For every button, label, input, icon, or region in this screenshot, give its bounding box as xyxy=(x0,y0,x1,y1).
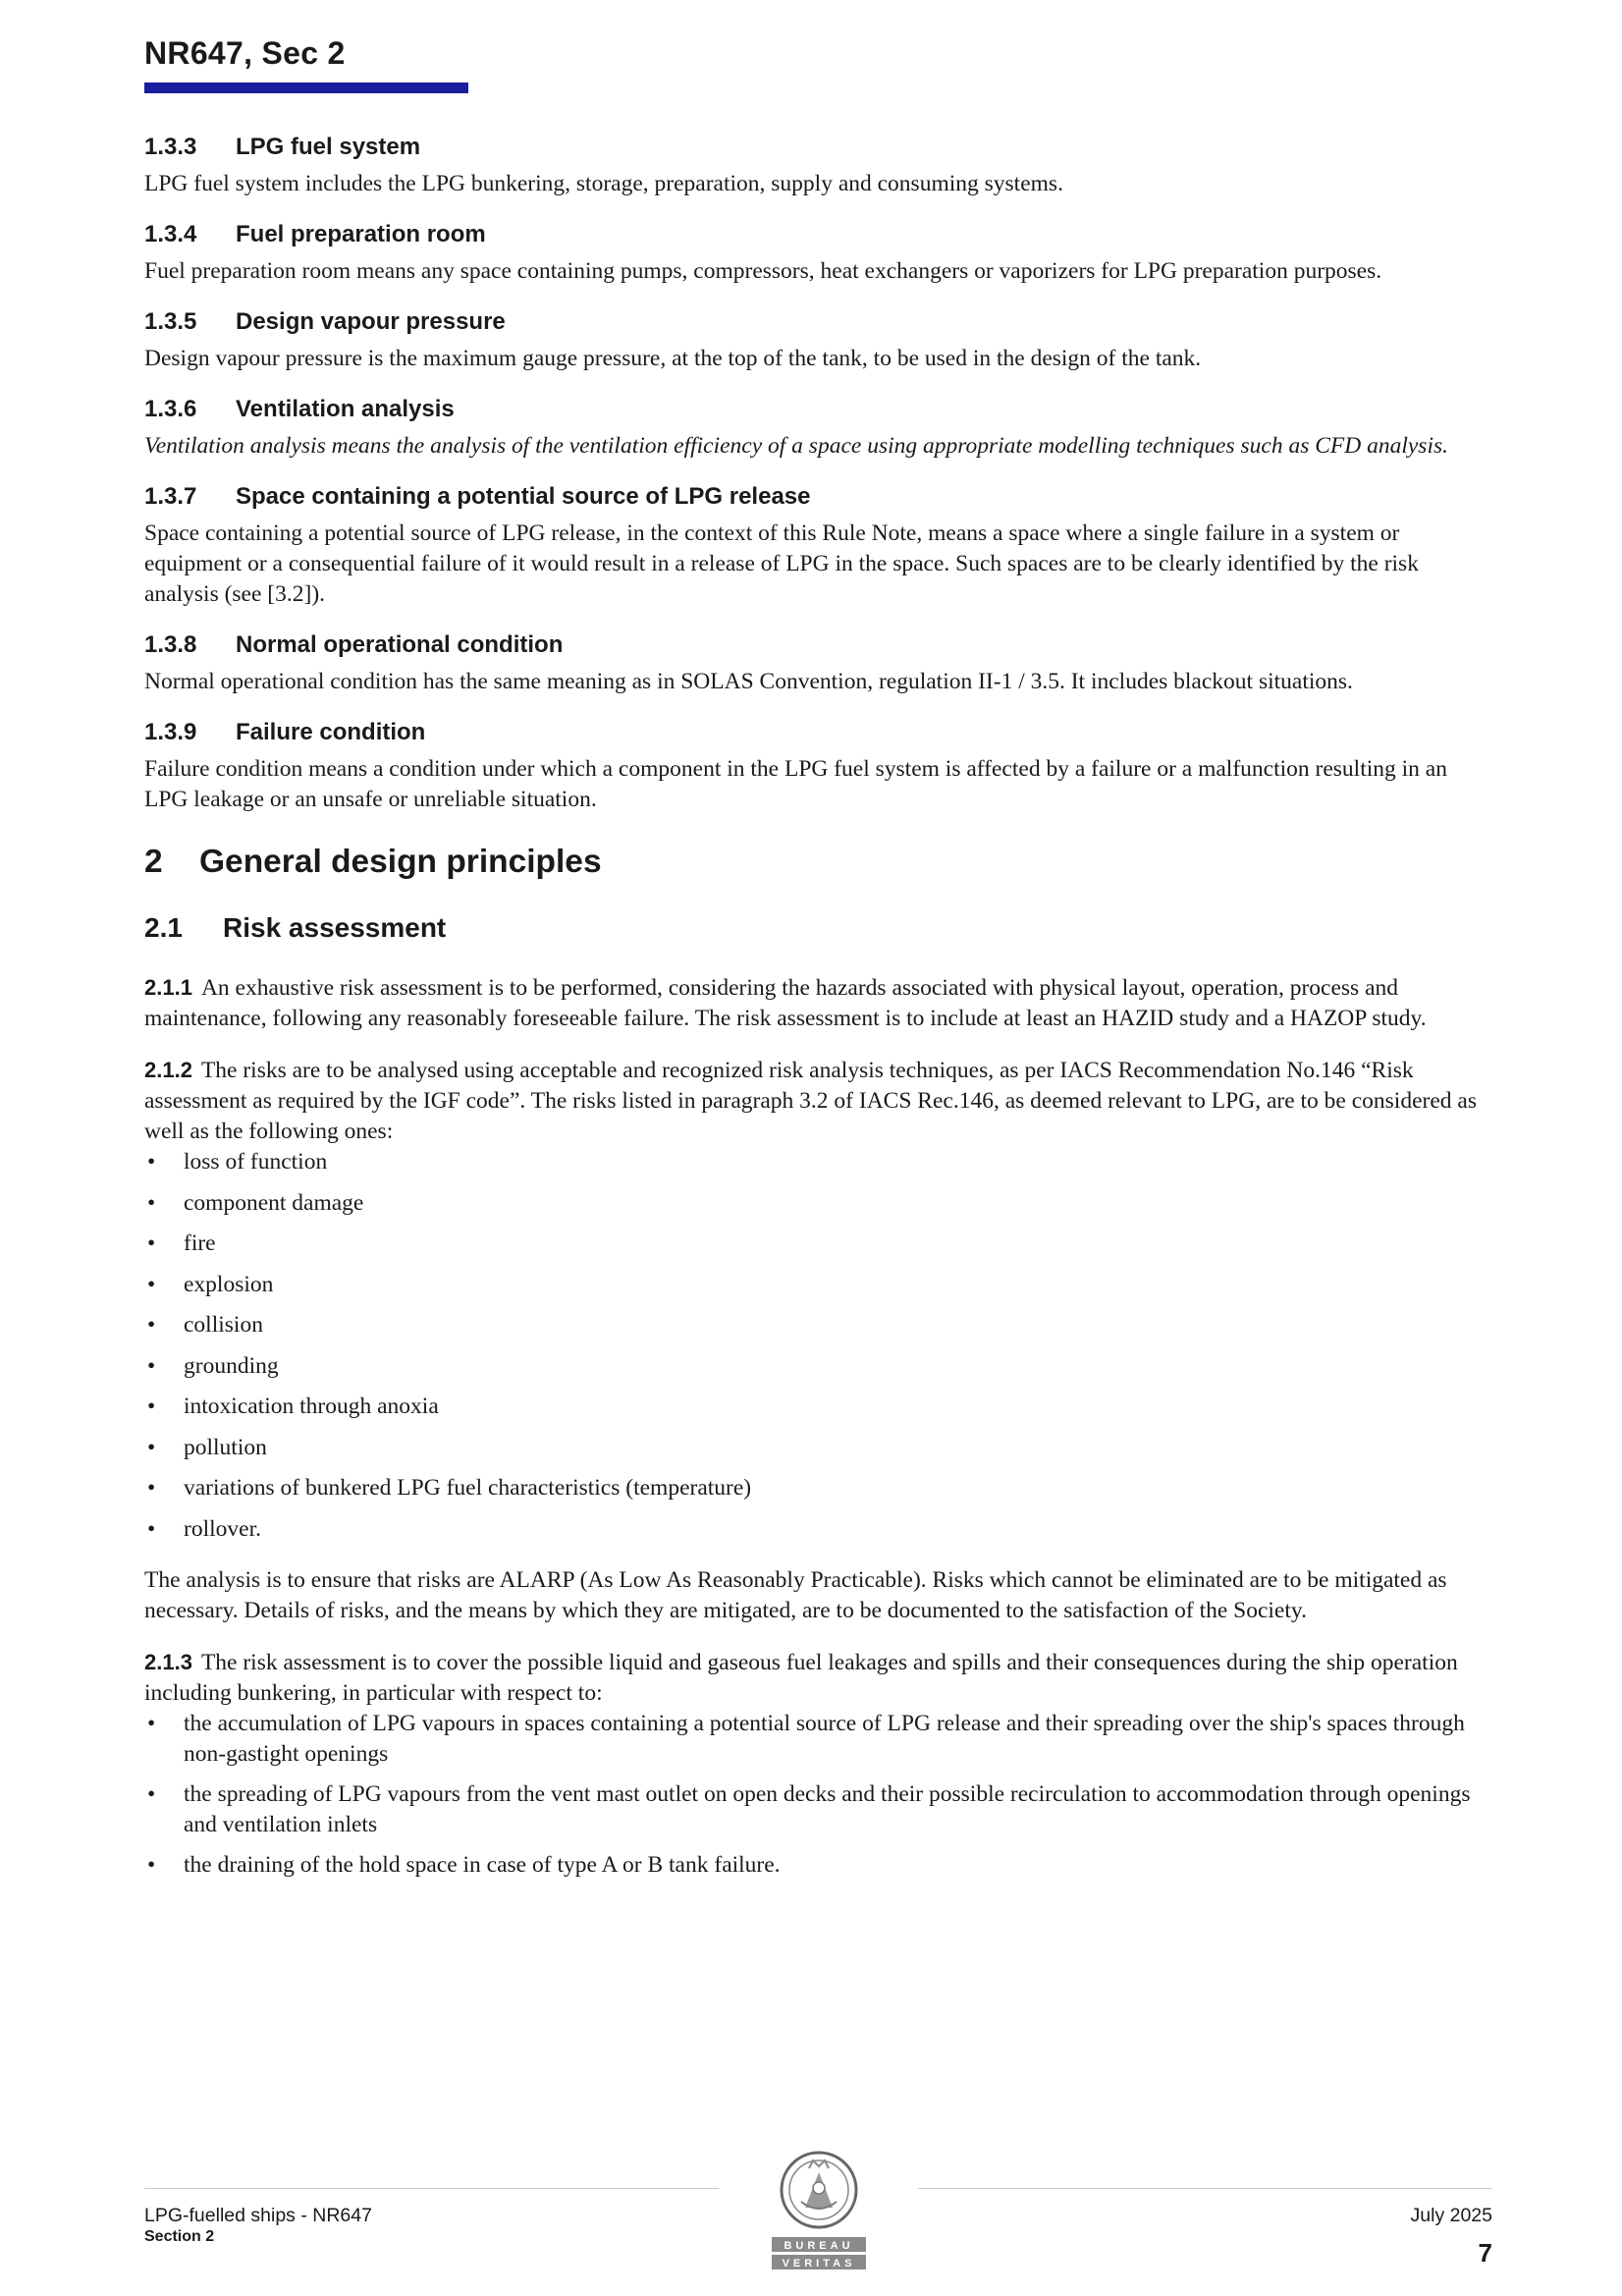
paragraph-number: 2.1.1 xyxy=(144,975,192,1000)
subsection-title: Risk assessment xyxy=(223,912,447,943)
definition-text: Design vapour pressure is the maximum gauge pressure, at the top of the tank, to be used in the design of the tank. xyxy=(144,346,1202,371)
definition-number: 1.3.9 xyxy=(144,719,197,745)
definition-text: Ventilation analysis means the analysis of the ventilation efficiency of a space using appropriate modelling techniques such as CFD analysis. xyxy=(144,433,1449,459)
svg-text:BUREAU: BUREAU xyxy=(784,2240,854,2252)
definition-heading xyxy=(144,718,1494,747)
definition-1-3-8 xyxy=(144,630,1494,697)
definition-number: 1.3.4 xyxy=(144,221,197,247)
risk-list xyxy=(144,1147,1494,1545)
definition-title: LPG fuel system xyxy=(236,134,421,160)
footer-section: Section 2 xyxy=(144,2228,215,2245)
document-body xyxy=(144,133,1494,1901)
definition-title: Ventilation analysis xyxy=(236,396,455,422)
list-item: • the spreading of LPG vapours from the vent mast outlet on open decks and their possible recirculation to accommodation through openings and ventilation inlets xyxy=(144,1779,1494,1840)
definition-1-3-4 xyxy=(144,220,1494,287)
definition-heading xyxy=(144,133,1494,162)
paragraph-2-1-1 xyxy=(144,972,1494,1034)
footer-divider-right xyxy=(918,2188,1492,2189)
definition-number: 1.3.6 xyxy=(144,396,197,422)
footer-left xyxy=(144,2204,372,2247)
paragraph-number: 2.1.2 xyxy=(144,1058,192,1082)
definition-title: Design vapour pressure xyxy=(236,308,506,335)
definition-title: Normal operational condition xyxy=(236,631,564,658)
paragraph-2-1-2 xyxy=(144,1055,1494,1147)
page-number: 7 xyxy=(1478,2238,1492,2268)
list-item: • explosion xyxy=(144,1270,1494,1300)
definition-heading xyxy=(144,307,1494,337)
footer-document-title: LPG-fuelled ships - NR647 xyxy=(144,2205,372,2226)
definition-title: Fuel preparation room xyxy=(236,221,486,247)
definition-heading xyxy=(144,482,1494,512)
subsection-number: 2.1 xyxy=(144,912,183,943)
definition-1-3-5 xyxy=(144,307,1494,374)
definition-number: 1.3.3 xyxy=(144,134,197,160)
list-item: • rollover. xyxy=(144,1514,1494,1545)
definition-number: 1.3.5 xyxy=(144,308,197,335)
paragraph-text: The risks are to be analysed using acceptable and recognized risk analysis techniques, as per IACS Recommendation No.146 “Risk assessment as required by the IGF code”. The risks listed in paragraph 3.2 of IACS Rec.146, as deemed relevant to LPG, are to be considered as well as the following ones: xyxy=(144,1058,1477,1144)
definition-text: Fuel preparation room means any space containing pumps, compressors, heat exchangers or vaporizers for LPG preparation purposes. xyxy=(144,258,1382,284)
definition-number: 1.3.7 xyxy=(144,483,197,510)
list-item: • loss of function xyxy=(144,1147,1494,1177)
definition-text: Space containing a potential source of LPG release, in the context of this Rule Note, means a space where a single failure in a system or equipment or a consequential failure of it would result in a release of LPG in the space. Such spaces are to be clearly identified by the risk analysis (see [3.2]). xyxy=(144,520,1419,607)
list-item: • intoxication through anoxia xyxy=(144,1392,1494,1422)
definition-text: Normal operational condition has the same meaning as in SOLAS Convention, regulation II-1 / 3.5. It includes blackout situations. xyxy=(144,669,1353,694)
leakage-consequence-list xyxy=(144,1709,1494,1881)
subsection-heading xyxy=(144,911,1494,945)
definition-title: Space containing a potential source of LPG release xyxy=(236,483,811,510)
section-title: General design principles xyxy=(199,844,602,880)
definition-1-3-3 xyxy=(144,133,1494,199)
list-item: • the accumulation of LPG vapours in spaces containing a potential source of LPG release and their spreading over the ship's spaces through non-gastight openings xyxy=(144,1709,1494,1770)
definition-heading xyxy=(144,630,1494,660)
footer-date: July 2025 xyxy=(1410,2205,1492,2226)
svg-text:VERITAS: VERITAS xyxy=(782,2258,856,2269)
paragraph-text: The risk assessment is to cover the possible liquid and gaseous fuel leakages and spills and their consequences during the ship operation including bunkering, in particular with respect to: xyxy=(144,1649,1458,1706)
paragraph-alarp: The analysis is to ensure that risks are ALARP (As Low As Reasonably Practicable). Risks which cannot be eliminated are to be mitigated as necessary. Details of risks, and the means by which they are mitigated, are to be documented to the satisfaction of the Society. xyxy=(144,1566,1447,1623)
list-item: • the draining of the hold space in case of type A or B tank failure. xyxy=(144,1850,1494,1881)
definition-heading xyxy=(144,395,1494,424)
running-header-title: NR647, Sec 2 xyxy=(144,35,346,71)
list-item: • pollution xyxy=(144,1433,1494,1463)
definition-1-3-6 xyxy=(144,395,1494,462)
footer-right xyxy=(1411,2204,1492,2269)
list-item: • grounding xyxy=(144,1351,1494,1382)
definition-1-3-9 xyxy=(144,718,1494,815)
list-item: • fire xyxy=(144,1229,1494,1259)
definition-1-3-7 xyxy=(144,482,1494,610)
list-item: • variations of bunkered LPG fuel characteristics (temperature) xyxy=(144,1473,1494,1503)
footer-divider-left xyxy=(144,2188,719,2189)
paragraph-text: An exhaustive risk assessment is to be performed, considering the hazards associated with physical layout, operation, process and maintenance, following any reasonably foreseeable failure. The risk assessment is to include at least an HAZID study and a HAZOP study. xyxy=(144,975,1427,1031)
definition-heading xyxy=(144,220,1494,249)
running-header xyxy=(144,35,346,72)
paragraph-2-1-3 xyxy=(144,1647,1494,1709)
section-number: 2 xyxy=(144,844,163,880)
definition-text: LPG fuel system includes the LPG bunkering, storage, preparation, supply and consuming systems. xyxy=(144,171,1063,196)
list-item: • collision xyxy=(144,1310,1494,1340)
section-heading xyxy=(144,843,1494,882)
paragraph-number: 2.1.3 xyxy=(144,1649,192,1674)
definition-text: Failure condition means a condition under which a component in the LPG fuel system is affected by a failure or a malfunction resulting in an LPG leakage or an unsafe or unreliable situation. xyxy=(144,756,1447,812)
bureau-veritas-logo-icon xyxy=(770,2147,868,2274)
definition-title: Failure condition xyxy=(236,719,426,745)
header-accent-bar xyxy=(144,82,468,93)
list-item: • component damage xyxy=(144,1188,1494,1219)
definition-number: 1.3.8 xyxy=(144,631,197,658)
